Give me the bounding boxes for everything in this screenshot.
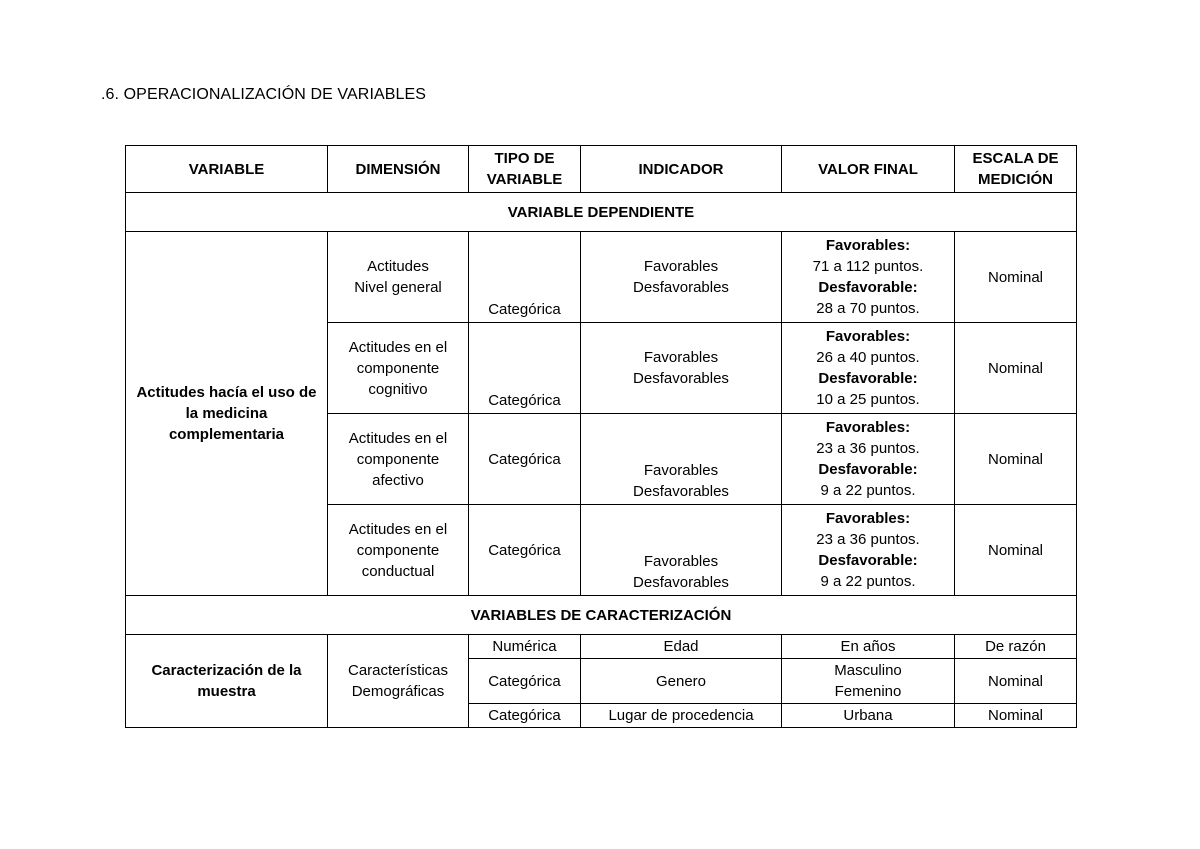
- header-variable: VARIABLE: [126, 146, 328, 193]
- tipo-cell: Categórica: [469, 659, 581, 704]
- escala-cell: Nominal: [955, 414, 1077, 505]
- dimension-cell: Actitudes en el componente afectivo: [328, 414, 469, 505]
- escala-cell: Nominal: [955, 704, 1077, 728]
- tipo-cell: Numérica: [469, 635, 581, 659]
- tipo-cell: Categórica: [469, 414, 581, 505]
- header-row: [126, 146, 1077, 193]
- dimension-cell: Características Demográficas: [328, 635, 469, 728]
- table-row: [126, 232, 1077, 323]
- escala-cell: Nominal: [955, 659, 1077, 704]
- section-row-dependiente: [126, 193, 1077, 232]
- indicador-cell: Edad: [581, 635, 782, 659]
- section-title-caracterizacion: VARIABLES DE CARACTERIZACIÓN: [126, 596, 1077, 635]
- header-valor-final: VALOR FINAL: [782, 146, 955, 193]
- valor-final-cell: En años: [782, 635, 955, 659]
- valor-final-cell: Favorables: 71 a 112 puntos. Desfavorable: 28 a 70 puntos.: [782, 232, 955, 323]
- escala-cell: De razón: [955, 635, 1077, 659]
- indicador-cell: Favorables Desfavorables: [581, 505, 782, 596]
- valor-final-cell: Urbana: [782, 704, 955, 728]
- header-dimension: DIMENSIÓN: [328, 146, 469, 193]
- indicador-cell: Lugar de procedencia: [581, 704, 782, 728]
- header-indicador: INDICADOR: [581, 146, 782, 193]
- tipo-cell: Categórica: [469, 704, 581, 728]
- indicador-cell: Favorables Desfavorables: [581, 232, 782, 323]
- header-escala: ESCALA DE MEDICIÓN: [955, 146, 1077, 193]
- escala-cell: Nominal: [955, 505, 1077, 596]
- valor-final-cell: Favorables: 23 a 36 puntos. Desfavorable: 9 a 22 puntos.: [782, 505, 955, 596]
- dimension-cell: Actitudes Nivel general: [328, 232, 469, 323]
- page-title: .6. OPERACIONALIZACIÓN DE VARIABLES: [101, 86, 427, 103]
- indicador-cell: Favorables Desfavorables: [581, 323, 782, 414]
- operationalization-table: [125, 145, 1077, 728]
- indicador-cell: Genero: [581, 659, 782, 704]
- tipo-cell: Categórica: [469, 232, 581, 323]
- header-tipo: TIPO DE VARIABLE: [469, 146, 581, 193]
- escala-cell: Nominal: [955, 323, 1077, 414]
- escala-cell: Nominal: [955, 232, 1077, 323]
- variable-cell-dependiente: Actitudes hacía el uso de la medicina complementaria: [126, 232, 328, 596]
- valor-final-cell: Masculino Femenino: [782, 659, 955, 704]
- variable-cell-caracterizacion: Caracterización de la muestra: [126, 635, 328, 728]
- dimension-cell: Actitudes en el componente conductual: [328, 505, 469, 596]
- table-row: [126, 635, 1077, 659]
- tipo-cell: Categórica: [469, 323, 581, 414]
- valor-final-cell: Favorables: 23 a 36 puntos. Desfavorable: 9 a 22 puntos.: [782, 414, 955, 505]
- indicador-cell: Favorables Desfavorables: [581, 414, 782, 505]
- section-row-caracterizacion: [126, 596, 1077, 635]
- tipo-cell: Categórica: [469, 505, 581, 596]
- dimension-cell: Actitudes en el componente cognitivo: [328, 323, 469, 414]
- section-title-dependiente: VARIABLE DEPENDIENTE: [126, 193, 1077, 232]
- valor-final-cell: Favorables: 26 a 40 puntos. Desfavorable: 10 a 25 puntos.: [782, 323, 955, 414]
